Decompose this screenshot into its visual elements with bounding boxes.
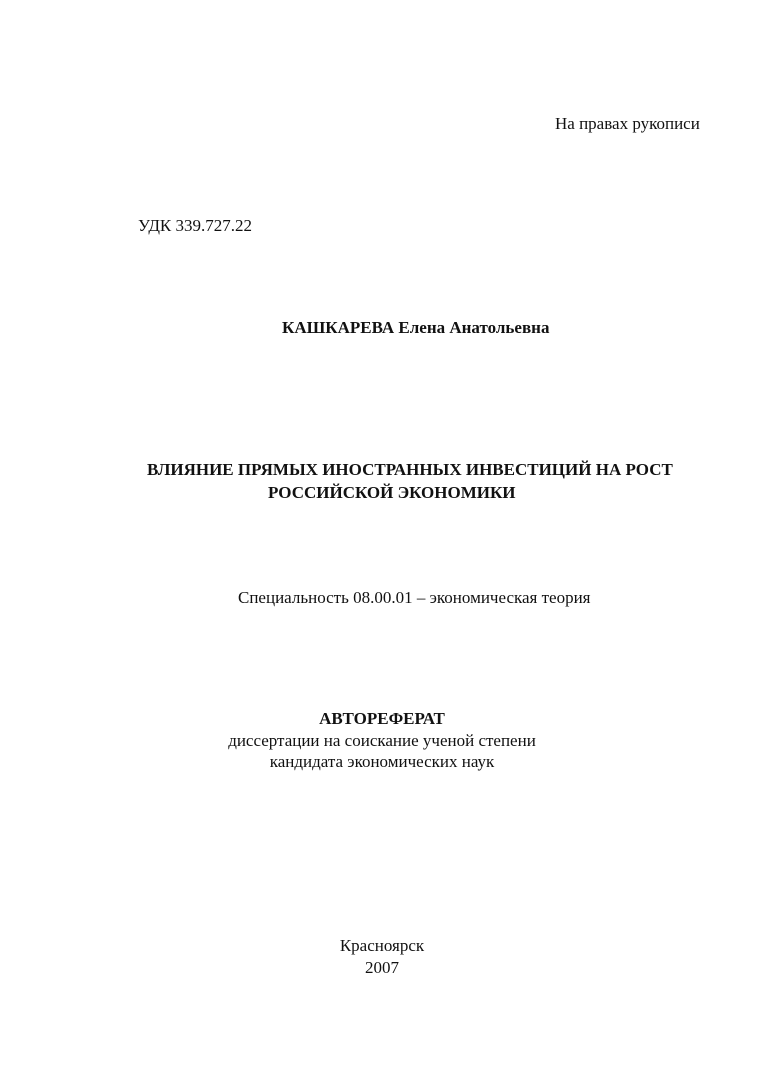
manuscript-note: На правах рукописи bbox=[555, 114, 700, 133]
abstract-description-line-1: диссертации на соискание ученой степени bbox=[228, 731, 536, 750]
city: Красноярск bbox=[339, 936, 425, 955]
abstract-description-line-2: кандидата экономических наук bbox=[269, 752, 495, 771]
author-name: КАШКАРЕВА Елена Анатольевна bbox=[282, 318, 550, 337]
year: 2007 bbox=[365, 958, 399, 977]
title-line-1: ВЛИЯНИЕ ПРЯМЫХ ИНОСТРАННЫХ ИНВЕСТИЦИЙ НА РОСТ bbox=[147, 460, 673, 479]
abstract-label: АВТОРЕФЕРАТ bbox=[319, 709, 445, 728]
title-line-2: РОССИЙСКОЙ ЭКОНОМИКИ bbox=[268, 483, 516, 502]
specialty-text: Специальность 08.00.01 – экономическая теория bbox=[238, 588, 591, 607]
udc-code: УДК 339.727.22 bbox=[138, 216, 253, 235]
